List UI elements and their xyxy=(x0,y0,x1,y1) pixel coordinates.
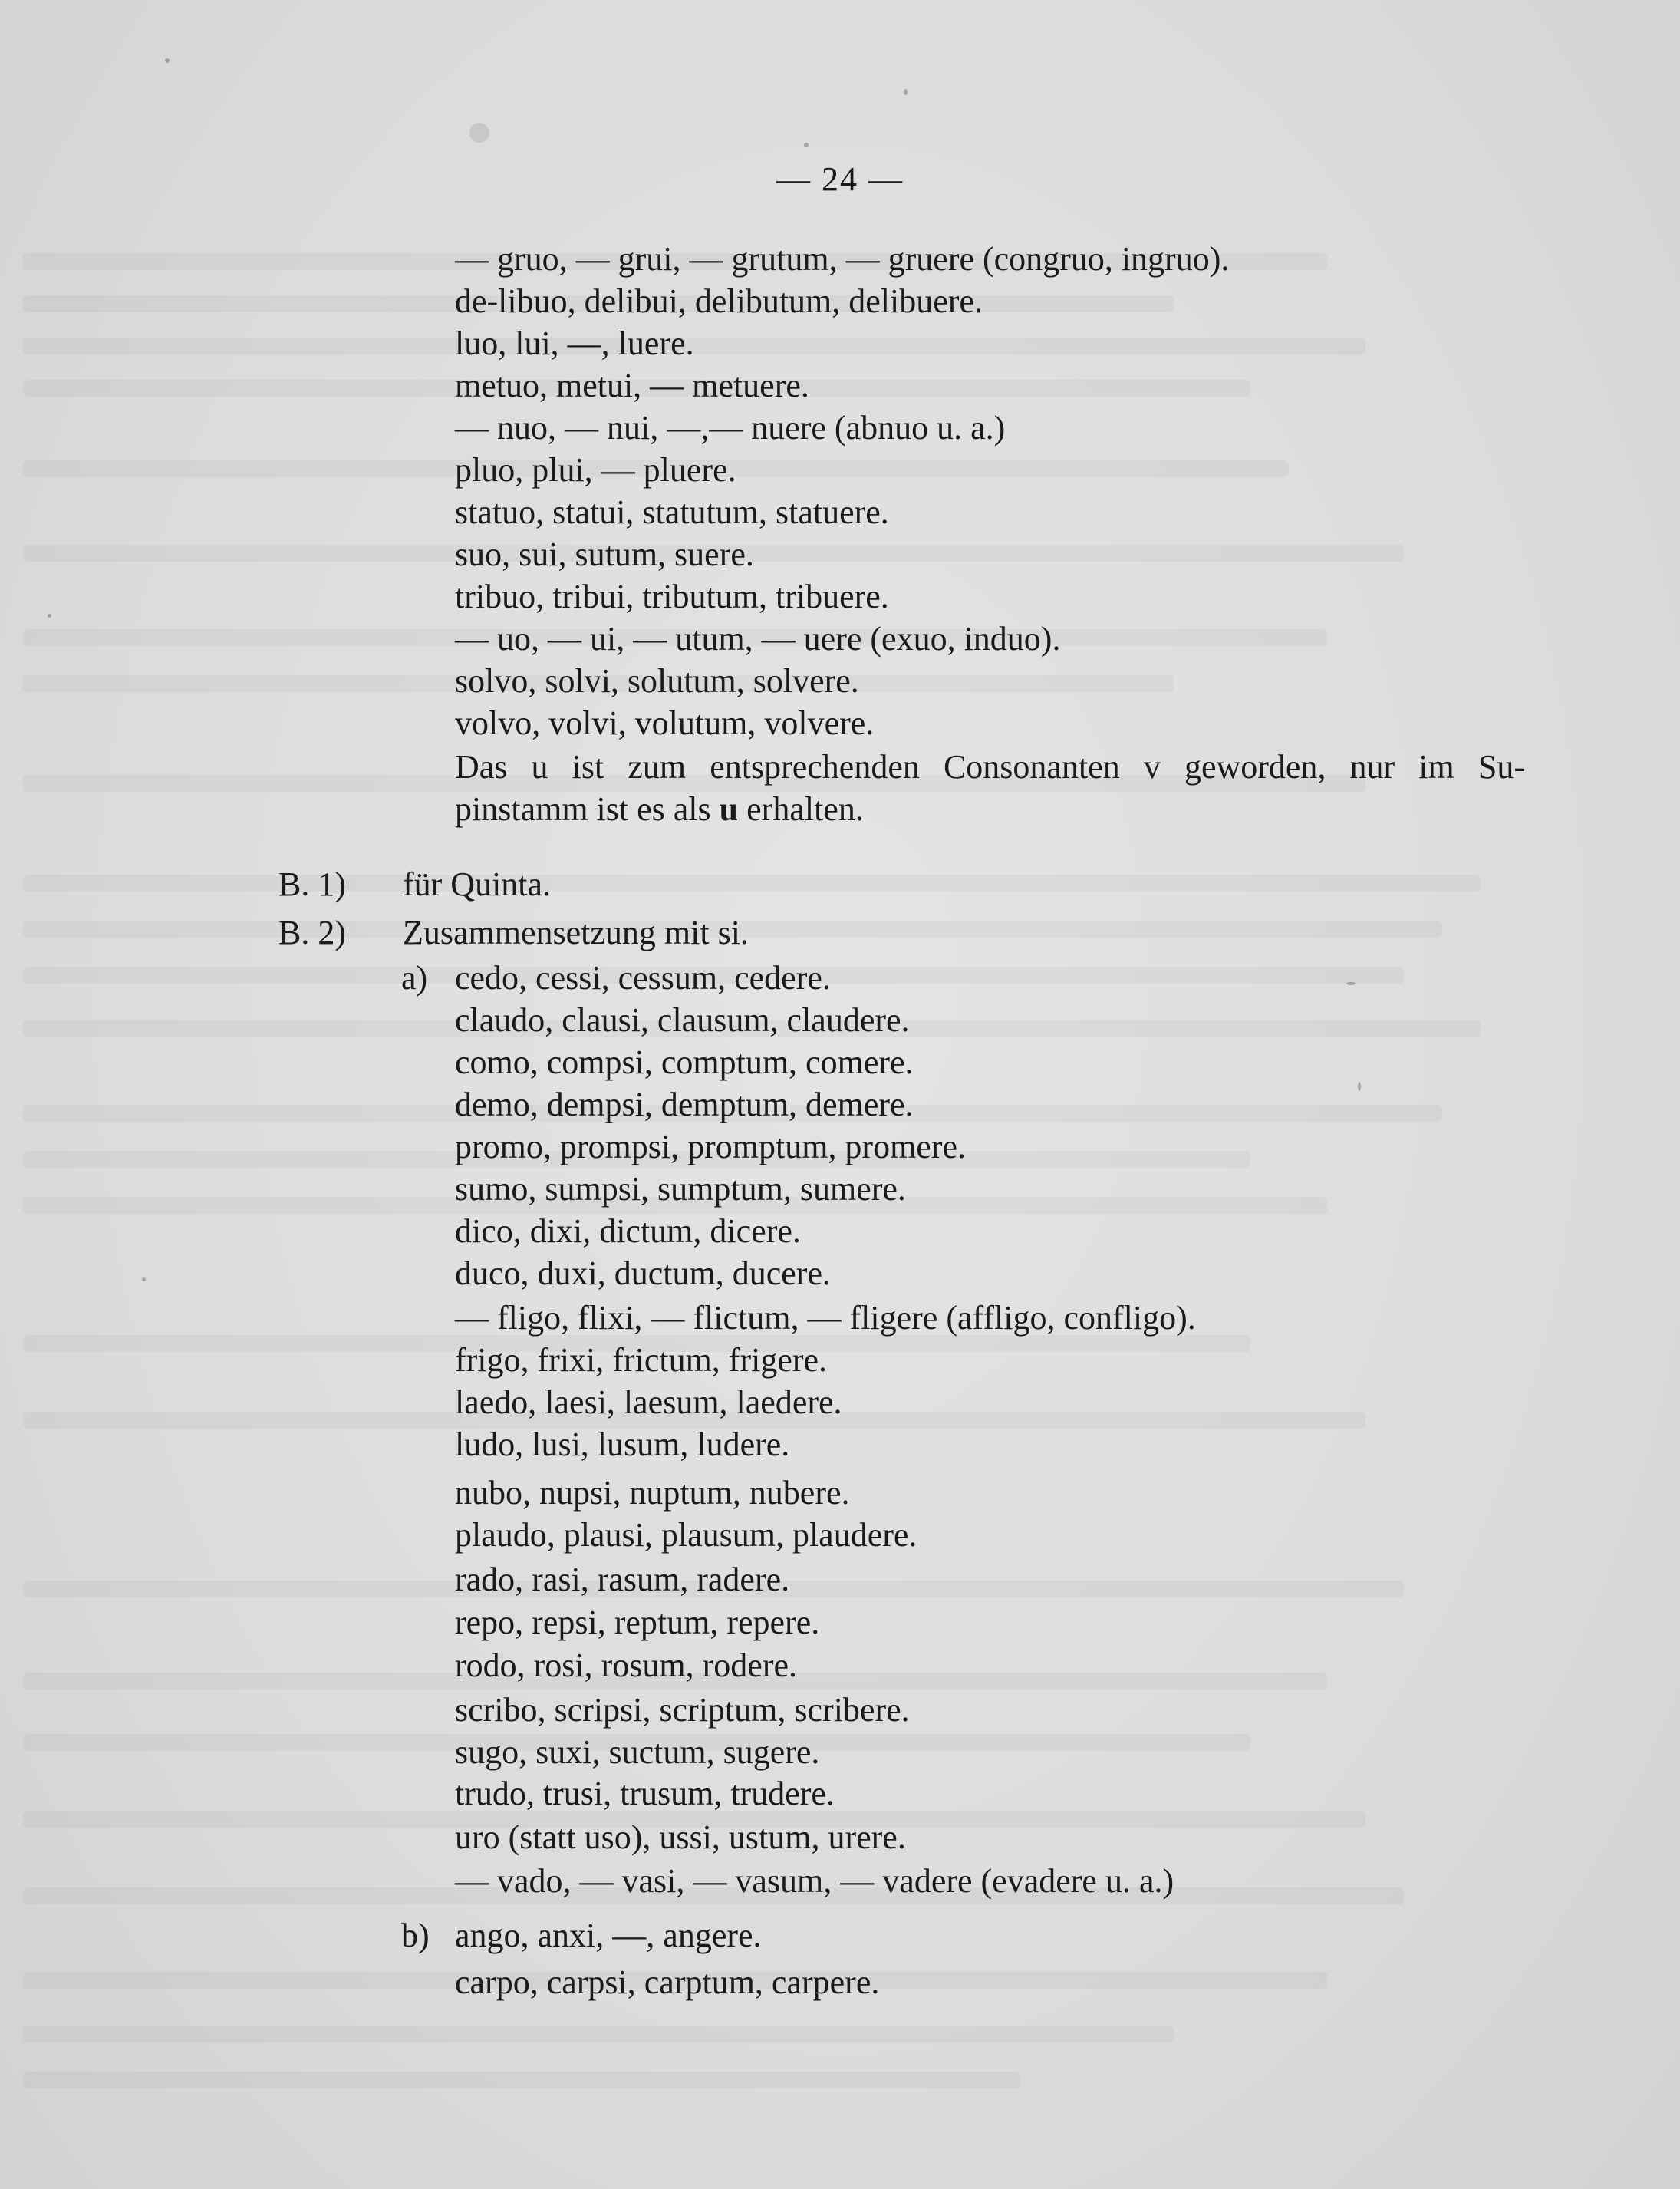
line-text: für Quinta. xyxy=(403,865,552,903)
text-line xyxy=(0,746,1680,789)
section-marker: a) xyxy=(401,959,428,997)
specks xyxy=(1346,982,1356,985)
line-text: rodo, rosi, rosum, rodere. xyxy=(455,1647,798,1684)
emphasis-letter: u xyxy=(719,790,739,828)
line-text: luo, lui, —, luere. xyxy=(455,325,694,362)
line-text: — nuo, — nui, —,— nuere (abnuo u. a.) xyxy=(455,409,1006,447)
text-line xyxy=(0,364,1680,407)
text-line xyxy=(0,1472,1680,1515)
line-text: carpo, carpsi, carptum, carpere. xyxy=(455,1963,880,2001)
text-line xyxy=(0,1041,1680,1084)
text-line xyxy=(0,1860,1680,1903)
bleed-through-line xyxy=(23,2072,1020,2088)
line-text: pluo, plui, — pluere. xyxy=(455,451,736,489)
text-line xyxy=(0,1083,1680,1126)
text-line xyxy=(0,863,1680,906)
line-text: trudo, trusi, trusum, trudere. xyxy=(455,1775,835,1812)
line-text: suo, sui, sutum, suere. xyxy=(455,536,754,573)
text-line xyxy=(0,1558,1680,1601)
line-text: duco, duxi, ductum, ducere. xyxy=(455,1254,831,1292)
specks xyxy=(1358,1082,1361,1091)
text-line xyxy=(0,660,1680,703)
bleed-through-line xyxy=(23,2026,1174,2042)
line-text: claudo, clausi, clausum, claudere. xyxy=(455,1001,910,1039)
page-number: — 24 — xyxy=(776,160,904,198)
line-text: statuo, statui, statutum, statuere. xyxy=(455,493,889,531)
text-line xyxy=(0,322,1680,365)
line-text: laedo, laesi, laesum, laedere. xyxy=(455,1383,842,1421)
text-line xyxy=(0,1297,1680,1340)
section-marker: b) xyxy=(401,1917,430,1954)
line-text: tribuo, tribui, tributum, tribuere. xyxy=(455,578,889,615)
text-line xyxy=(0,788,1680,831)
text-line xyxy=(0,1644,1680,1687)
line-text: volvo, volvi, volutum, volvere. xyxy=(455,704,875,742)
line-text: Das u ist zum entsprechenden Consonanten v geworden, nur im Su- xyxy=(455,748,1525,786)
specks xyxy=(469,123,489,143)
text-line xyxy=(0,1961,1680,2004)
text-line xyxy=(0,1601,1680,1644)
line-text: plaudo, plausi, plausum, plaudere. xyxy=(455,1516,917,1554)
text-line xyxy=(0,533,1680,576)
text-line xyxy=(0,280,1680,323)
line-text: uro (statt uso), ussi, ustum, urere. xyxy=(455,1818,906,1856)
line-text: nubo, nupsi, nuptum, nubere. xyxy=(455,1474,850,1512)
line-text: scribo, scripsi, scriptum, scribere. xyxy=(455,1691,910,1729)
line-text: dico, dixi, dictum, dicere. xyxy=(455,1212,801,1250)
text-line xyxy=(0,1381,1680,1424)
text-line xyxy=(0,1772,1680,1815)
section-marker: B. 2) xyxy=(278,914,346,951)
line-text: sumo, sumpsi, sumptum, sumere. xyxy=(455,1170,906,1208)
text-line xyxy=(0,957,1680,1000)
text-line xyxy=(0,1514,1680,1557)
specks xyxy=(804,143,809,147)
line-text: demo, dempsi, demptum, demere. xyxy=(455,1086,914,1123)
text-line xyxy=(0,1689,1680,1732)
text-line xyxy=(0,702,1680,745)
specks xyxy=(165,58,170,63)
line-text: como, compsi, comptum, comere. xyxy=(455,1043,914,1081)
text-line xyxy=(0,999,1680,1042)
line-text: rado, rasi, rasum, radere. xyxy=(455,1561,790,1598)
text-line xyxy=(0,575,1680,618)
line-text: Zusammensetzung mit si. xyxy=(403,914,749,951)
line-text: cedo, cessi, cessum, cedere. xyxy=(455,959,831,997)
line-text: — uo, — ui, — utum, — uere (exuo, induo). xyxy=(455,620,1061,658)
text-line xyxy=(0,618,1680,661)
line-text: ludo, lusi, lusum, ludere. xyxy=(455,1426,790,1463)
line-text: — vado, — vasi, — vasum, — vadere (evadere u. a.) xyxy=(455,1862,1174,1900)
line-text: — fligo, flixi, — flictum, — fligere (affligo, confligo). xyxy=(455,1299,1196,1337)
line-text: — gruo, — grui, — grutum, — gruere (congruo, ingruo). xyxy=(455,240,1230,278)
text-line xyxy=(0,1914,1680,1957)
line-text: de-libuo, delibui, delibutum, delibuere. xyxy=(455,282,983,320)
text-line xyxy=(0,1816,1680,1859)
specks xyxy=(48,614,51,618)
line-text: metuo, metui, — metuere. xyxy=(455,367,809,404)
line-text: ango, anxi, —, angere. xyxy=(455,1917,762,1954)
text-line xyxy=(0,1423,1680,1466)
text-line xyxy=(0,449,1680,492)
text-line xyxy=(0,238,1680,281)
line-text: repo, repsi, reptum, repere. xyxy=(455,1604,820,1641)
text-line xyxy=(0,1731,1680,1774)
text-line xyxy=(0,491,1680,534)
text-line xyxy=(0,912,1680,954)
text-line xyxy=(0,1252,1680,1295)
specks xyxy=(142,1277,146,1281)
line-text: frigo, frixi, frictum, frigere. xyxy=(455,1341,828,1379)
section-marker: B. 1) xyxy=(278,865,346,903)
line-text: promo, prompsi, promptum, promere. xyxy=(455,1128,967,1165)
line-text: sugo, suxi, suctum, sugere. xyxy=(455,1733,820,1771)
specks xyxy=(904,89,908,95)
text-line xyxy=(0,1210,1680,1253)
line-text: pinstamm ist es als u erhalten. xyxy=(455,790,864,828)
text-line xyxy=(0,1126,1680,1169)
text-line xyxy=(0,407,1680,450)
line-text: solvo, solvi, solutum, solvere. xyxy=(455,662,859,700)
text-line xyxy=(0,1168,1680,1211)
text-line xyxy=(0,1339,1680,1382)
